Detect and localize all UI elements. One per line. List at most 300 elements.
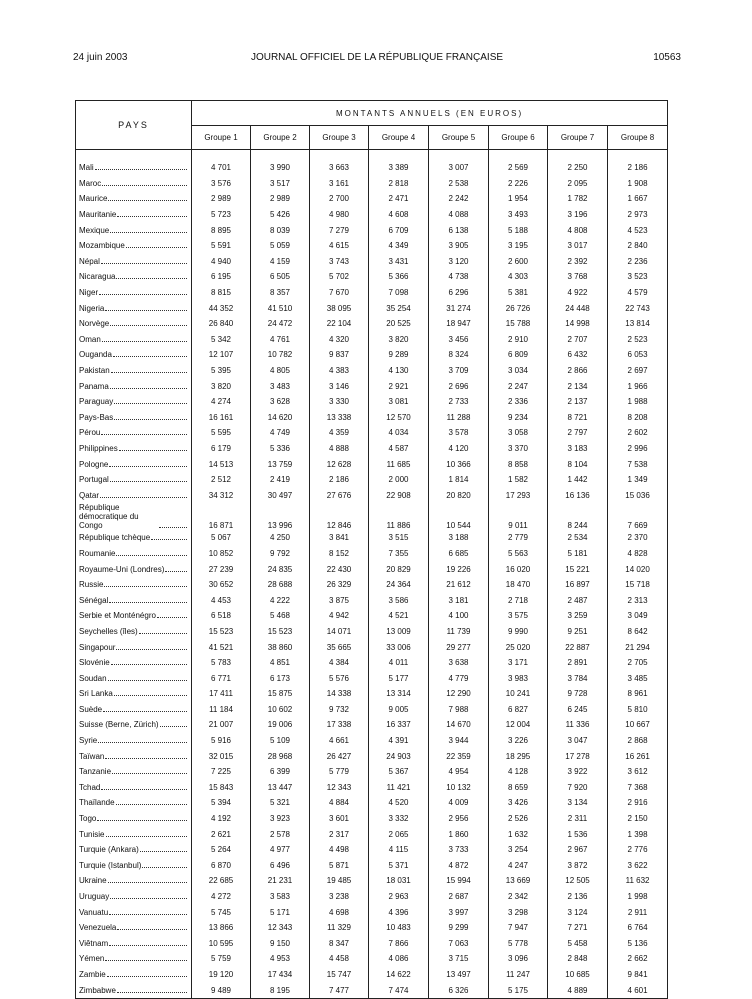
dot-leader	[105, 960, 187, 961]
country-name: Maroc	[79, 178, 102, 188]
amount-cell: 5 426	[251, 207, 310, 223]
amount-cell: 4 942	[310, 608, 369, 624]
amount-cell: 9 251	[548, 624, 608, 640]
dot-leader	[108, 882, 187, 883]
country-cell	[76, 347, 192, 363]
amount-cell: 24 903	[369, 748, 429, 764]
amount-cell: 9 234	[489, 410, 548, 426]
country-cell	[76, 858, 192, 874]
group-header: Groupe 4	[369, 126, 429, 150]
country-name: Paraguay	[79, 397, 114, 407]
country-name: Nigeria	[79, 303, 105, 313]
amount-cell: 4 349	[369, 238, 429, 254]
dot-leader	[116, 278, 187, 279]
country-name: Norvège	[79, 319, 110, 329]
table-row	[76, 394, 668, 410]
amount-cell: 5 181	[548, 546, 608, 562]
country-name: Tchad	[79, 782, 101, 792]
amount-cell: 5 336	[251, 441, 310, 457]
amount-cell: 8 895	[192, 222, 251, 238]
amount-cell: 2 311	[548, 811, 608, 827]
amount-cell: 16 261	[608, 748, 668, 764]
table-row	[76, 577, 668, 593]
dot-leader	[101, 263, 187, 264]
dot-leader	[104, 586, 187, 587]
group-header: Groupe 6	[489, 126, 548, 150]
country-cell	[76, 811, 192, 827]
country-name: Mozambique	[79, 241, 125, 251]
amount-cell: 5 067	[192, 530, 251, 546]
country-cell	[76, 639, 192, 655]
country-name: Qatar	[79, 490, 100, 500]
amount-cell: 3 628	[251, 394, 310, 410]
amount-cell: 16 020	[489, 561, 548, 577]
header-title: JOURNAL OFFICIEL DE LA RÉPUBLIQUE FRANÇAISE	[250, 52, 504, 63]
amount-cell: 4 458	[310, 951, 369, 967]
country-name: Roumanie	[79, 548, 116, 558]
amount-cell: 4 520	[369, 795, 429, 811]
amount-cell: 14 020	[608, 561, 668, 577]
amount-cell: 8 104	[548, 456, 608, 472]
amount-cell: 11 739	[429, 624, 489, 640]
country-cell	[76, 378, 192, 394]
amount-cell: 4 192	[192, 811, 251, 827]
country-name: Sénégal	[79, 595, 109, 605]
amount-cell: 2 696	[429, 378, 489, 394]
country-cell	[76, 904, 192, 920]
amount-cell: 3 483	[251, 378, 310, 394]
amount-cell: 41 510	[251, 300, 310, 316]
table-row	[76, 285, 668, 301]
amount-cell: 24 364	[369, 577, 429, 593]
country-cell	[76, 456, 192, 472]
dot-leader	[126, 247, 187, 248]
table-row	[76, 561, 668, 577]
amount-cell: 9 289	[369, 347, 429, 363]
amount-cell: 3 058	[489, 425, 548, 441]
amount-cell: 9 990	[489, 624, 548, 640]
amount-cell: 7 866	[369, 936, 429, 952]
amount-cell: 3 709	[429, 363, 489, 379]
country-cell	[76, 530, 192, 546]
amount-cell: 5 779	[310, 764, 369, 780]
amount-cell: 2 095	[548, 176, 608, 192]
amount-cell: 10 544	[429, 503, 489, 530]
amount-cell: 4 749	[251, 425, 310, 441]
amount-cell: 6 245	[548, 702, 608, 718]
amount-cell: 5 395	[192, 363, 251, 379]
table-row	[76, 655, 668, 671]
amount-cell: 6 709	[369, 222, 429, 238]
country-cell	[76, 238, 192, 254]
amount-cell: 2 226	[489, 176, 548, 192]
amount-cell: 5 576	[310, 670, 369, 686]
country-cell	[76, 686, 192, 702]
amount-cell: 7 279	[310, 222, 369, 238]
amount-cell: 2 989	[251, 191, 310, 207]
amount-cell: 13 669	[489, 873, 548, 889]
country-cell	[76, 472, 192, 488]
table-row	[76, 176, 668, 192]
amount-cell: 2 471	[369, 191, 429, 207]
amount-cell: 3 493	[489, 207, 548, 223]
country-cell	[76, 300, 192, 316]
amount-cell: 2 137	[548, 394, 608, 410]
amount-cell: 5 381	[489, 285, 548, 301]
amount-cell: 2 317	[310, 826, 369, 842]
amount-cell: 4 320	[310, 332, 369, 348]
amount-cell: 35 665	[310, 639, 369, 655]
table-row	[76, 904, 668, 920]
amount-cell: 5 468	[251, 608, 310, 624]
table-row	[76, 503, 668, 530]
amount-cell: 12 343	[251, 920, 310, 936]
amount-cell: 17 293	[489, 487, 548, 503]
amount-cell: 3 715	[429, 951, 489, 967]
amount-cell: 2 921	[369, 378, 429, 394]
amount-cell: 1 966	[608, 378, 668, 394]
amount-cell: 1 860	[429, 826, 489, 842]
amount-cell: 3 096	[489, 951, 548, 967]
amount-cell: 1 998	[608, 889, 668, 905]
amount-cell: 33 006	[369, 639, 429, 655]
dot-leader	[110, 232, 187, 233]
amount-cell: 2 534	[548, 530, 608, 546]
amount-cell: 6 505	[251, 269, 310, 285]
amount-cell: 4 396	[369, 904, 429, 920]
table-row	[76, 780, 668, 796]
amount-cell: 2 911	[608, 904, 668, 920]
amount-cell: 35 254	[369, 300, 429, 316]
country-name: Ouganda	[79, 350, 112, 360]
amount-cell: 3 663	[310, 160, 369, 176]
amount-cell: 5 810	[608, 702, 668, 718]
table-row	[76, 858, 668, 874]
amount-cell: 4 587	[369, 441, 429, 457]
country-name: Mexique	[79, 225, 110, 235]
country-cell	[76, 702, 192, 718]
amount-cell: 5 188	[489, 222, 548, 238]
amount-cell: 2 538	[429, 176, 489, 192]
group-header: Groupe 8	[608, 126, 668, 150]
amount-cell: 7 355	[369, 546, 429, 562]
amount-cell: 2 419	[251, 472, 310, 488]
amount-cell: 15 036	[608, 487, 668, 503]
table-row	[76, 530, 668, 546]
amount-cell: 8 208	[608, 410, 668, 426]
amount-cell: 19 120	[192, 967, 251, 983]
amount-cell: 7 477	[310, 982, 369, 998]
amount-cell: 20 829	[369, 561, 429, 577]
country-name: Seychelles (îles)	[79, 626, 138, 636]
amount-cell: 4 579	[608, 285, 668, 301]
country-name: République tchèque	[79, 533, 151, 543]
amount-cell: 5 175	[489, 982, 548, 998]
amount-cell: 2 487	[548, 592, 608, 608]
amount-cell: 2 697	[608, 363, 668, 379]
amount-cell: 4 761	[251, 332, 310, 348]
amount-cell: 4 120	[429, 441, 489, 457]
amount-cell: 4 888	[310, 441, 369, 457]
spacer-row	[76, 150, 668, 161]
country-name: Maurice	[79, 194, 108, 204]
amount-cell: 3 181	[429, 592, 489, 608]
amount-cell: 2 989	[192, 191, 251, 207]
table-row	[76, 347, 668, 363]
amount-cell: 4 115	[369, 842, 429, 858]
amount-cell: 3 298	[489, 904, 548, 920]
table-row	[76, 936, 668, 952]
amount-cell: 4 940	[192, 254, 251, 270]
dot-leader	[139, 633, 187, 634]
country-name: Oman	[79, 334, 101, 344]
amount-cell: 3 983	[489, 670, 548, 686]
amount-cell: 3 120	[429, 254, 489, 270]
amount-cell: 3 332	[369, 811, 429, 827]
country-name: Tanzanie	[79, 767, 112, 777]
country-cell	[76, 254, 192, 270]
amount-cell: 9 150	[251, 936, 310, 952]
table-row	[76, 889, 668, 905]
amount-cell: 11 336	[548, 717, 608, 733]
amount-cell: 1 632	[489, 826, 548, 842]
dot-leader	[110, 325, 187, 326]
country-name: Turquie (Ankara)	[79, 845, 139, 855]
dot-leader	[95, 169, 187, 170]
amount-cell: 6 053	[608, 347, 668, 363]
amount-cell: 1 908	[608, 176, 668, 192]
amount-cell: 3 226	[489, 733, 548, 749]
amount-cell: 26 427	[310, 748, 369, 764]
amount-cell: 4 805	[251, 363, 310, 379]
country-name: Tunisie	[79, 829, 105, 839]
amount-cell: 11 685	[369, 456, 429, 472]
dot-leader	[117, 992, 187, 993]
amount-cell: 18 947	[429, 316, 489, 332]
amount-cell: 34 312	[192, 487, 251, 503]
amount-cell: 7 063	[429, 936, 489, 952]
dot-leader	[159, 527, 187, 528]
amount-cell: 25 020	[489, 639, 548, 655]
amount-cell: 3 875	[310, 592, 369, 608]
country-name: Thaïlande	[79, 798, 115, 808]
table-row	[76, 702, 668, 718]
amount-cell: 3 017	[548, 238, 608, 254]
table-row	[76, 441, 668, 457]
amount-cell: 21 294	[608, 639, 668, 655]
amount-cell: 3 254	[489, 842, 548, 858]
amount-cell: 6 496	[251, 858, 310, 874]
table-row	[76, 670, 668, 686]
table-row	[76, 826, 668, 842]
amount-cell: 6 827	[489, 702, 548, 718]
dot-leader	[142, 867, 187, 868]
amount-cell: 3 922	[548, 764, 608, 780]
amount-cell: 4 701	[192, 160, 251, 176]
amount-cell: 15 718	[608, 577, 668, 593]
amount-cell: 4 828	[608, 546, 668, 562]
amount-cell: 8 642	[608, 624, 668, 640]
amount-cell: 41 521	[192, 639, 251, 655]
amount-cell: 6 173	[251, 670, 310, 686]
amount-cell: 2 910	[489, 332, 548, 348]
amount-cell: 3 146	[310, 378, 369, 394]
amount-cell: 6 179	[192, 441, 251, 457]
country-cell	[76, 487, 192, 503]
amount-cell: 18 031	[369, 873, 429, 889]
amount-cell: 4 011	[369, 655, 429, 671]
amount-cell: 2 891	[548, 655, 608, 671]
amount-cell: 15 994	[429, 873, 489, 889]
amount-cell: 2 569	[489, 160, 548, 176]
amount-cell: 4 977	[251, 842, 310, 858]
dot-leader	[151, 539, 187, 540]
amount-cell: 2 705	[608, 655, 668, 671]
table-row	[76, 717, 668, 733]
amount-cell: 10 132	[429, 780, 489, 796]
amount-cell: 7 670	[310, 285, 369, 301]
table-row	[76, 332, 668, 348]
country-cell	[76, 441, 192, 457]
amount-cell: 5 591	[192, 238, 251, 254]
amount-cell: 2 996	[608, 441, 668, 457]
amount-cell: 1 782	[548, 191, 608, 207]
amount-cell: 3 047	[548, 733, 608, 749]
amount-cell: 2 370	[608, 530, 668, 546]
amount-cell: 4 100	[429, 608, 489, 624]
amount-cell: 2 186	[310, 472, 369, 488]
amount-cell: 14 998	[548, 316, 608, 332]
amount-cell: 8 244	[548, 503, 608, 530]
country-cell	[76, 936, 192, 952]
country-name: Syrie	[79, 736, 98, 746]
dot-leader	[111, 372, 187, 373]
dot-leader	[100, 497, 187, 498]
country-name: Népal	[79, 256, 100, 266]
amount-cell: 3 456	[429, 332, 489, 348]
table-row	[76, 951, 668, 967]
table-row	[76, 425, 668, 441]
country-name: Yémen	[79, 954, 105, 964]
amount-cell: 6 685	[429, 546, 489, 562]
table-row	[76, 269, 668, 285]
amount-cell: 28 968	[251, 748, 310, 764]
dot-leader	[108, 200, 187, 201]
amount-cell: 24 448	[548, 300, 608, 316]
amount-cell: 2 956	[429, 811, 489, 827]
amount-cell: 3 820	[192, 378, 251, 394]
amount-cell: 5 458	[548, 936, 608, 952]
amount-cell: 6 518	[192, 608, 251, 624]
amount-cell: 2 718	[489, 592, 548, 608]
dot-leader	[103, 711, 187, 712]
country-cell	[76, 655, 192, 671]
amount-cell: 2 136	[548, 889, 608, 905]
amount-cell: 5 371	[369, 858, 429, 874]
table-row	[76, 748, 668, 764]
amount-cell: 2 313	[608, 592, 668, 608]
amount-cell: 8 324	[429, 347, 489, 363]
amount-cell: 13 814	[608, 316, 668, 332]
amount-cell: 3 183	[548, 441, 608, 457]
amount-cell: 11 247	[489, 967, 548, 983]
group-header: Groupe 1	[192, 126, 251, 150]
amount-cell: 1 988	[608, 394, 668, 410]
amount-cell: 2 065	[369, 826, 429, 842]
amount-cell: 10 667	[608, 717, 668, 733]
amount-cell: 4 159	[251, 254, 310, 270]
amount-cell: 4 250	[251, 530, 310, 546]
amount-cell: 3 612	[608, 764, 668, 780]
header-page-number: 10563	[653, 52, 681, 63]
dot-leader	[160, 726, 187, 727]
page-header	[73, 52, 681, 66]
amount-cell: 3 944	[429, 733, 489, 749]
table-row	[76, 842, 668, 858]
amount-cell: 21 612	[429, 577, 489, 593]
amount-cell: 16 136	[548, 487, 608, 503]
amount-cell: 4 391	[369, 733, 429, 749]
table-row	[76, 686, 668, 702]
amount-cell: 2 150	[608, 811, 668, 827]
amount-cell: 15 747	[310, 967, 369, 983]
amount-cell: 15 875	[251, 686, 310, 702]
amount-cell: 4 303	[489, 269, 548, 285]
amount-cell: 3 034	[489, 363, 548, 379]
table-row	[76, 410, 668, 426]
amount-cell: 3 583	[251, 889, 310, 905]
amount-cell: 4 222	[251, 592, 310, 608]
amount-cell: 2 707	[548, 332, 608, 348]
amount-cell: 3 872	[548, 858, 608, 874]
amount-cell: 3 195	[489, 238, 548, 254]
amount-cell: 6 771	[192, 670, 251, 686]
amount-cell: 3 431	[369, 254, 429, 270]
amount-cell: 12 628	[310, 456, 369, 472]
dot-leader	[110, 898, 187, 899]
amount-cell: 22 887	[548, 639, 608, 655]
group-header: Groupe 5	[429, 126, 489, 150]
amount-cell: 4 034	[369, 425, 429, 441]
country-cell	[76, 670, 192, 686]
amount-cell: 3 188	[429, 530, 489, 546]
amount-cell: 13 314	[369, 686, 429, 702]
amount-cell: 3 622	[608, 858, 668, 874]
pays-header: PAYS	[76, 101, 192, 150]
table-row	[76, 238, 668, 254]
amount-cell: 9 489	[192, 982, 251, 998]
amount-cell: 2 250	[548, 160, 608, 176]
dot-leader	[157, 617, 187, 618]
country-cell	[76, 176, 192, 192]
amount-cell: 3 134	[548, 795, 608, 811]
amount-cell: 6 764	[608, 920, 668, 936]
amount-cell: 5 871	[310, 858, 369, 874]
country-name: Suisse (Berne, Zürich)	[79, 720, 159, 730]
amount-cell: 2 342	[489, 889, 548, 905]
dot-leader	[110, 481, 187, 482]
amount-cell: 5 342	[192, 332, 251, 348]
dot-leader	[98, 742, 187, 743]
amount-cell: 2 818	[369, 176, 429, 192]
country-cell	[76, 592, 192, 608]
amount-cell: 14 670	[429, 717, 489, 733]
amount-cell: 4 274	[192, 394, 251, 410]
dot-leader	[109, 945, 187, 946]
amount-cell: 5 136	[608, 936, 668, 952]
amount-cell: 3 784	[548, 670, 608, 686]
dot-leader	[109, 602, 187, 603]
